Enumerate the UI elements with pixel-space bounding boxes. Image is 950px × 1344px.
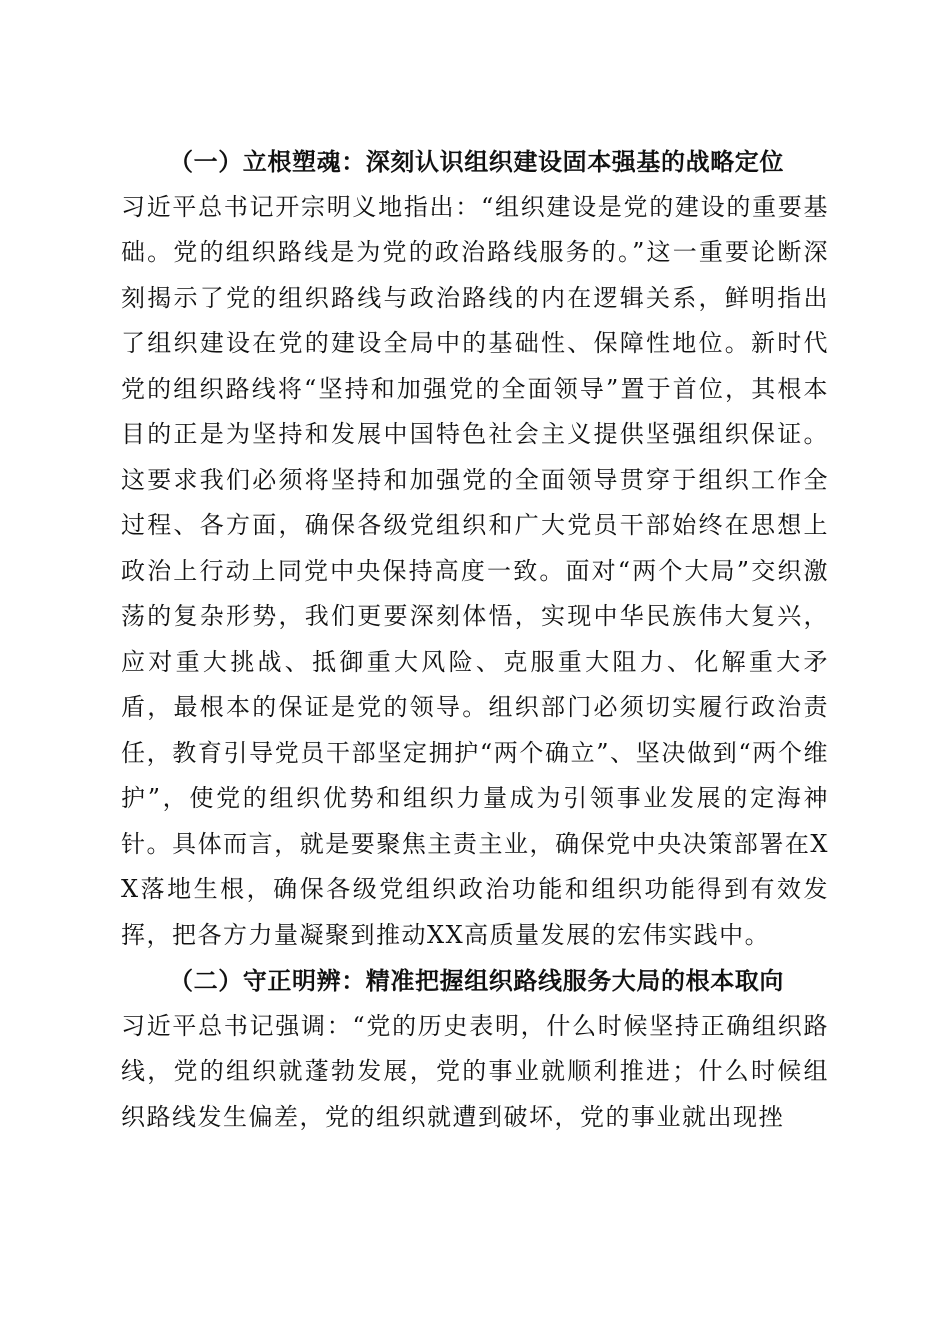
document-page [121,139,829,1140]
section-2 [121,958,829,1140]
section-heading: （二）守正明辨：精准把握组织路线服务大局的根本取向 [169,966,784,995]
section-paragraph: 习近平总书记开宗明义地指出：“组织建设是党的建设的重要基础。党的组织路线是为党的政治路线服务的。”这一重要论断深刻揭示了党的组织路线与政治路线的内在逻辑关系，鲜明指出了组织建设在党的建设全局中的基础性、保障性地位。新时代党的组织路线将“坚持和加强党的全面领导”置于首位，其根本目的正是为坚持和发展中国特色社会主义提供坚强组织保证。这要求我们必须将坚持和加强党的全面领导贯穿于组织工作全过程、各方面，确保各级党组织和广大党员干部始终在思想上政治上行动上同党中央保持高度一致。面对“两个大局”交织激荡的复杂形势，我们更要深刻体悟，实现中华民族伟大复兴，应对重大挑战、抵御重大风险、克服重大阻力、化解重大矛盾，最根本的保证是党的领导。组织部门必须切实履行政治责任，教育引导党员干部坚定拥护“两个确立”、坚决做到“两个维护”，使党的组织优势和组织力量成为引领事业发展的定海神针。具体而言，就是要聚焦主责主业，确保党中央决策部署在XX落地生根，确保各级党组织政治功能和组织功能得到有效发挥，把各方力量凝聚到推动XX高质量发展的宏伟实践中。 [121,192,829,949]
section-1 [121,139,829,958]
section-paragraph: 习近平总书记强调：“党的历史表明，什么时候坚持正确组织路线，党的组织就蓬勃发展，党的事业就顺利推进；什么时候组织路线发生偏差，党的组织就遭到破坏，党的事业就出现挫 [121,1011,829,1131]
section-heading: （一）立根塑魂：深刻认识组织建设固本强基的战略定位 [169,147,784,176]
